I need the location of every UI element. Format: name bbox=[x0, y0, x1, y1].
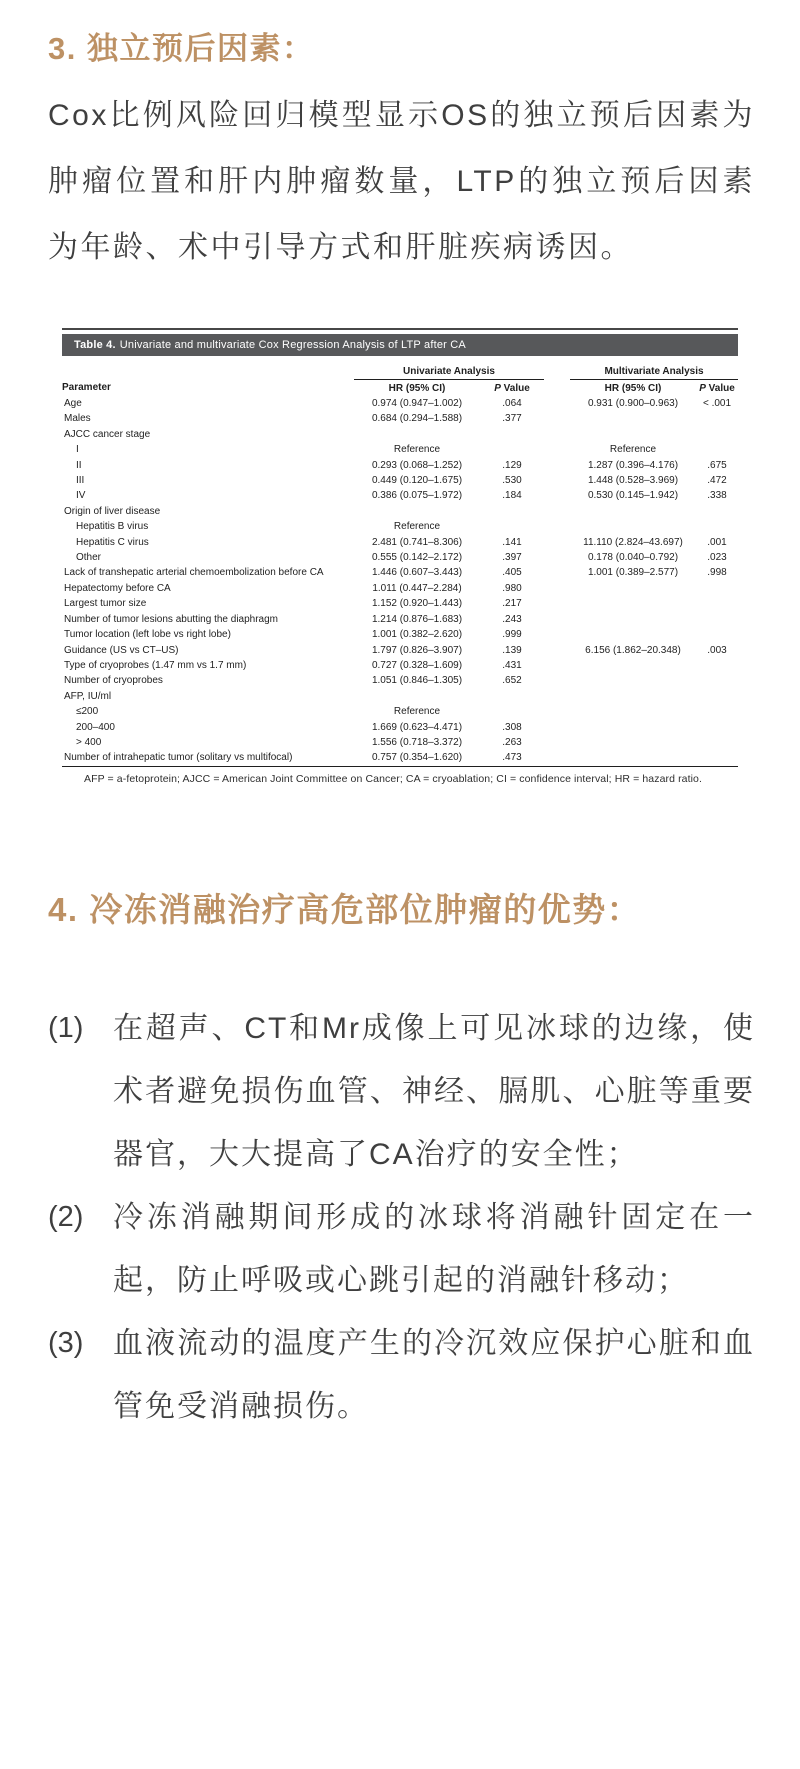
multivariate-hr-cell bbox=[570, 427, 696, 442]
table-row bbox=[62, 627, 738, 642]
univariate-pvalue-cell bbox=[480, 427, 544, 442]
multivariate-hr-cell bbox=[570, 411, 696, 426]
univariate-pvalue-cell: .308 bbox=[502, 721, 522, 733]
table-row bbox=[62, 750, 738, 766]
univariate-hr-cell: Reference bbox=[393, 444, 441, 456]
multivariate-hr-cell: 1.287 (0.396–4.176) bbox=[587, 459, 679, 471]
multivariate-pvalue-cell bbox=[696, 427, 738, 442]
table-row bbox=[62, 427, 738, 442]
multivariate-pvalue-cell bbox=[696, 720, 738, 735]
multivariate-pvalue-cell bbox=[696, 750, 738, 766]
univariate-hr-cell: Reference bbox=[393, 706, 441, 718]
list-item-number: (2) bbox=[48, 1200, 84, 1233]
univariate-pvalue-cell: .263 bbox=[502, 736, 522, 748]
column-header-parameter: Parameter bbox=[62, 382, 111, 393]
subheader-uni-pvalue: P Value bbox=[494, 383, 530, 394]
multivariate-pvalue-cell: .338 bbox=[707, 490, 727, 502]
multivariate-hr-cell: 0.931 (0.900–0.963) bbox=[587, 398, 679, 409]
multivariate-hr-cell: 1.001 (0.389–2.577) bbox=[587, 567, 679, 579]
table-row bbox=[62, 612, 738, 627]
table-title-label: Table 4. bbox=[74, 339, 116, 351]
univariate-hr-cell: 1.797 (0.826–3.907) bbox=[371, 644, 463, 656]
parameter-cell: Number of tumor lesions abutting the diaphragm bbox=[64, 613, 279, 625]
multivariate-pvalue-cell bbox=[696, 627, 738, 642]
multivariate-hr-cell bbox=[570, 596, 696, 611]
univariate-hr-cell: 1.051 (0.846–1.305) bbox=[371, 675, 463, 687]
univariate-pvalue-cell: .652 bbox=[502, 675, 522, 687]
gap-cell bbox=[544, 442, 570, 457]
parameter-cell: Hepatitis C virus bbox=[76, 536, 149, 548]
parameter-cell: Males bbox=[64, 413, 91, 425]
table-group-header-row bbox=[62, 364, 738, 380]
table-title-text: Univariate and multivariate Cox Regression Analysis of LTP after CA bbox=[119, 339, 466, 351]
table-row bbox=[62, 689, 738, 704]
parameter-cell: 200–400 bbox=[76, 721, 115, 733]
univariate-pvalue-cell: .473 bbox=[502, 752, 522, 764]
univariate-pvalue-cell: .377 bbox=[502, 413, 522, 425]
cox-regression-table bbox=[62, 364, 738, 767]
univariate-pvalue-cell: .431 bbox=[502, 659, 522, 671]
gap-cell bbox=[544, 535, 570, 550]
univariate-pvalue-cell bbox=[480, 519, 544, 534]
univariate-pvalue-cell: .999 bbox=[502, 629, 522, 641]
multivariate-pvalue-cell: < .001 bbox=[702, 398, 732, 409]
multivariate-pvalue-cell bbox=[696, 504, 738, 519]
gap-cell bbox=[544, 581, 570, 596]
gap-cell bbox=[544, 689, 570, 704]
multivariate-hr-cell: 0.530 (0.145–1.942) bbox=[587, 490, 679, 502]
table-row bbox=[62, 658, 738, 673]
univariate-hr-cell: Reference bbox=[393, 521, 441, 533]
multivariate-hr-cell bbox=[570, 750, 696, 766]
gap-cell bbox=[544, 673, 570, 688]
univariate-hr-cell: 1.669 (0.623–4.471) bbox=[371, 721, 463, 733]
univariate-hr-cell bbox=[354, 689, 480, 704]
table-row bbox=[62, 504, 738, 519]
univariate-pvalue-cell: .217 bbox=[502, 598, 522, 610]
parameter-cell: I bbox=[76, 444, 79, 456]
univariate-hr-cell: 0.684 (0.294–1.588) bbox=[371, 413, 463, 425]
univariate-hr-cell: 0.449 (0.120–1.675) bbox=[371, 475, 463, 487]
multivariate-hr-cell bbox=[570, 658, 696, 673]
multivariate-pvalue-cell bbox=[696, 704, 738, 719]
subheader-uni-hr: HR (95% CI) bbox=[388, 383, 446, 394]
univariate-pvalue-cell: .064 bbox=[502, 398, 522, 409]
multivariate-pvalue-cell bbox=[696, 612, 738, 627]
parameter-cell: Guidance (US vs CT–US) bbox=[64, 644, 179, 656]
gap-cell bbox=[544, 735, 570, 750]
table-row bbox=[62, 473, 738, 488]
parameter-cell: Hepatitis B virus bbox=[76, 521, 149, 533]
gap-cell bbox=[544, 396, 570, 411]
list-item-text: 冷冻消融期间形成的冰球将消融针固定在一起，防止呼吸或心跳引起的消融针移动； bbox=[113, 1200, 755, 1297]
multivariate-pvalue-cell bbox=[696, 411, 738, 426]
multivariate-hr-cell bbox=[570, 673, 696, 688]
univariate-pvalue-cell: .184 bbox=[502, 490, 522, 502]
multivariate-pvalue-cell: .003 bbox=[707, 644, 727, 656]
multivariate-pvalue-cell: .023 bbox=[707, 552, 727, 564]
section-3-paragraph: Cox比例风险回归模型显示OS的独立预后因素为肿瘤位置和肝内肿瘤数量，LTP的独立预后因素为年龄、术中引导方式和肝脏疾病诱因。 bbox=[48, 99, 755, 264]
parameter-cell: Hepatectomy before CA bbox=[64, 582, 171, 594]
table-row bbox=[62, 704, 738, 719]
section-3-heading: 3. 独立预后因素： bbox=[48, 31, 315, 66]
parameter-cell: Age bbox=[64, 398, 82, 409]
parameter-cell: AFP, IU/ml bbox=[64, 690, 112, 702]
gap-cell bbox=[544, 550, 570, 565]
multivariate-hr-cell bbox=[570, 612, 696, 627]
subheader-multi-pvalue: P Value bbox=[699, 383, 735, 394]
table-row bbox=[62, 396, 738, 411]
multivariate-pvalue-cell: .001 bbox=[707, 536, 727, 548]
table-row bbox=[62, 720, 738, 735]
parameter-cell: Origin of liver disease bbox=[64, 505, 161, 517]
table-4-figure bbox=[62, 328, 738, 785]
multivariate-pvalue-cell bbox=[696, 673, 738, 688]
table-row bbox=[62, 581, 738, 596]
univariate-hr-cell: 1.556 (0.718–3.372) bbox=[371, 736, 463, 748]
table-row bbox=[62, 442, 738, 457]
univariate-pvalue-cell: .397 bbox=[502, 552, 522, 564]
parameter-cell: Lack of transhepatic arterial chemoembolization before CA bbox=[64, 567, 324, 579]
table-top-rule bbox=[62, 328, 738, 330]
list-item-number: (1) bbox=[48, 1011, 84, 1044]
univariate-pvalue-cell bbox=[480, 504, 544, 519]
multivariate-hr-cell: 6.156 (1.862–20.348) bbox=[585, 644, 681, 656]
list-item bbox=[48, 997, 755, 1186]
multivariate-pvalue-cell bbox=[696, 519, 738, 534]
gap-cell bbox=[544, 643, 570, 658]
multivariate-hr-cell bbox=[570, 720, 696, 735]
gap-cell bbox=[544, 473, 570, 488]
list-item-number: (3) bbox=[48, 1326, 84, 1359]
univariate-hr-cell: 1.214 (0.876–1.683) bbox=[371, 613, 463, 625]
parameter-cell: Type of cryoprobes (1.47 mm vs 1.7 mm) bbox=[64, 659, 247, 671]
gap-cell bbox=[544, 411, 570, 426]
multivariate-pvalue-cell bbox=[696, 442, 738, 457]
multivariate-hr-cell bbox=[570, 627, 696, 642]
univariate-pvalue-cell bbox=[480, 704, 544, 719]
parameter-cell: Other bbox=[76, 552, 102, 564]
univariate-pvalue-cell: .139 bbox=[502, 644, 522, 656]
table-row bbox=[62, 735, 738, 750]
univariate-hr-cell: 0.555 (0.142–2.172) bbox=[371, 552, 463, 564]
parameter-cell: > 400 bbox=[76, 736, 102, 748]
section-4-heading: 4. 冷冻消融治疗高危部位肿瘤的优势： bbox=[48, 890, 642, 928]
univariate-pvalue-cell: .405 bbox=[502, 567, 522, 579]
table-title-bar bbox=[62, 334, 738, 356]
univariate-hr-cell: 0.757 (0.354–1.620) bbox=[371, 752, 463, 764]
multivariate-hr-cell: Reference bbox=[609, 444, 657, 456]
parameter-cell: Tumor location (left lobe vs right lobe) bbox=[64, 629, 231, 641]
multivariate-hr-cell: 0.178 (0.040–0.792) bbox=[587, 552, 679, 564]
multivariate-pvalue-cell bbox=[696, 581, 738, 596]
table-row bbox=[62, 550, 738, 565]
gap-cell bbox=[544, 720, 570, 735]
multivariate-hr-cell bbox=[570, 689, 696, 704]
gap-cell bbox=[544, 565, 570, 580]
univariate-pvalue-cell: .243 bbox=[502, 613, 522, 625]
table-row bbox=[62, 411, 738, 426]
parameter-cell: Number of intrahepatic tumor (solitary vs multifocal) bbox=[64, 752, 293, 764]
univariate-pvalue-cell: .141 bbox=[502, 536, 522, 548]
list-item bbox=[48, 1312, 755, 1438]
table-row bbox=[62, 565, 738, 580]
univariate-hr-cell: 1.011 (0.447–2.284) bbox=[372, 582, 462, 594]
multivariate-pvalue-cell bbox=[696, 735, 738, 750]
list-item bbox=[48, 1186, 755, 1312]
parameter-cell: Number of cryoprobes bbox=[64, 675, 163, 687]
gap-cell bbox=[544, 504, 570, 519]
gap-cell bbox=[544, 658, 570, 673]
multivariate-hr-cell bbox=[570, 519, 696, 534]
multivariate-pvalue-cell bbox=[696, 596, 738, 611]
multivariate-pvalue-cell: .675 bbox=[707, 459, 727, 471]
gap-cell bbox=[544, 750, 570, 766]
gap-cell bbox=[544, 458, 570, 473]
parameter-cell: AJCC cancer stage bbox=[64, 428, 151, 440]
univariate-pvalue-cell: .980 bbox=[502, 582, 522, 594]
univariate-pvalue-cell: .530 bbox=[502, 475, 522, 487]
univariate-hr-cell bbox=[354, 504, 480, 519]
gap-cell bbox=[544, 488, 570, 503]
univariate-hr-cell: 1.001 (0.382–2.620) bbox=[371, 629, 463, 641]
table-row bbox=[62, 535, 738, 550]
gap-cell bbox=[544, 519, 570, 534]
univariate-hr-cell bbox=[354, 427, 480, 442]
list-item-text: 血液流动的温度产生的冷沉效应保护心脏和血管免受消融损伤。 bbox=[113, 1326, 755, 1423]
table-row bbox=[62, 673, 738, 688]
table-row bbox=[62, 643, 738, 658]
multivariate-hr-cell bbox=[570, 581, 696, 596]
multivariate-pvalue-cell: .998 bbox=[707, 567, 727, 579]
parameter-cell: ≤200 bbox=[76, 706, 99, 718]
table-row bbox=[62, 596, 738, 611]
subheader-multi-hr: HR (95% CI) bbox=[604, 383, 662, 394]
multivariate-pvalue-cell: .472 bbox=[707, 475, 727, 487]
multivariate-hr-cell bbox=[570, 735, 696, 750]
multivariate-hr-cell bbox=[570, 504, 696, 519]
parameter-cell: III bbox=[76, 475, 85, 487]
gap-cell bbox=[544, 596, 570, 611]
parameter-cell: IV bbox=[76, 490, 86, 502]
univariate-pvalue-cell bbox=[480, 442, 544, 457]
univariate-hr-cell: 2.481 (0.741–8.306) bbox=[371, 536, 463, 548]
univariate-hr-cell: 1.446 (0.607–3.443) bbox=[371, 567, 463, 579]
multivariate-hr-cell: 1.448 (0.528–3.969) bbox=[587, 475, 679, 487]
gap-cell bbox=[544, 704, 570, 719]
gap-cell bbox=[544, 627, 570, 642]
multivariate-hr-cell: 11.110 (2.824–43.697) bbox=[583, 536, 683, 548]
gap-cell bbox=[544, 427, 570, 442]
multivariate-pvalue-cell bbox=[696, 689, 738, 704]
univariate-pvalue-cell bbox=[480, 689, 544, 704]
univariate-hr-cell: 0.727 (0.328–1.609) bbox=[371, 659, 463, 671]
parameter-cell: II bbox=[76, 459, 82, 471]
column-gap bbox=[544, 364, 570, 396]
table-footnote: AFP = a-fetoprotein; AJCC = American Joint Committee on Cancer; CA = cryoablation; CI = confidence interval; HR = hazard ratio. bbox=[84, 772, 703, 785]
column-group-multivariate: Multivariate Analysis bbox=[570, 364, 738, 380]
list-item-text: 在超声、CT和Mr成像上可见冰球的边缘，使术者避免损伤血管、神经、膈肌、心脏等重要器官，大大提高了CA治疗的安全性； bbox=[113, 1011, 755, 1171]
table-row bbox=[62, 519, 738, 534]
column-group-univariate: Univariate Analysis bbox=[354, 364, 544, 380]
univariate-hr-cell: 1.152 (0.920–1.443) bbox=[371, 598, 463, 610]
univariate-hr-cell: 0.974 (0.947–1.002) bbox=[371, 398, 463, 409]
univariate-pvalue-cell: .129 bbox=[502, 459, 522, 471]
advantages-list bbox=[48, 997, 755, 1438]
table-row bbox=[62, 458, 738, 473]
univariate-hr-cell: 0.293 (0.068–1.252) bbox=[371, 459, 463, 471]
parameter-cell: Largest tumor size bbox=[64, 598, 147, 610]
multivariate-hr-cell bbox=[570, 704, 696, 719]
gap-cell bbox=[544, 612, 570, 627]
multivariate-pvalue-cell bbox=[696, 658, 738, 673]
table-row bbox=[62, 488, 738, 503]
univariate-hr-cell: 0.386 (0.075–1.972) bbox=[371, 490, 463, 502]
